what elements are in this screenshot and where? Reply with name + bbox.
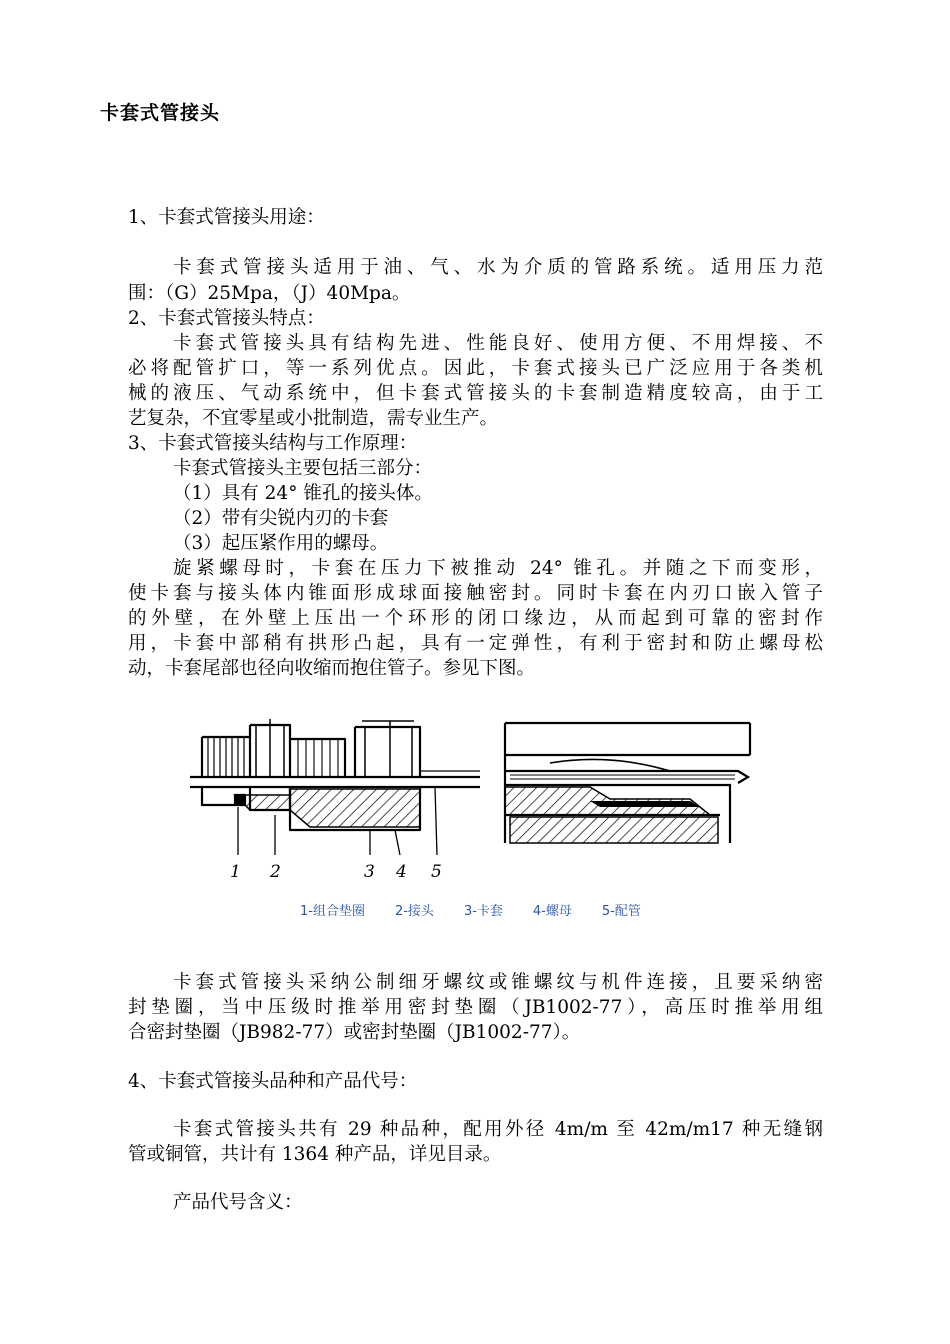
section-3-list-item: （1）具有 24° 锥孔的接头体。 (173, 483, 433, 504)
section-3-heading: 3、卡套式管接头结构与工作原理： (128, 433, 418, 454)
section-1-paragraph-line: 围：（G）25Mpa，（J）40Mpa。 (128, 283, 411, 304)
callout-number: 2 (270, 862, 281, 882)
fitting-cross-section-diagram (190, 715, 755, 930)
section-3-paragraph-line: 使卡套与接头体内锥面形成球面接触密封。同时卡套在内刃口嵌入管子 (128, 583, 823, 604)
section-1-heading: 1、卡套式管接头用途： (128, 207, 325, 228)
caption-item: 4-螺母 (532, 904, 572, 919)
callout-number: 4 (396, 862, 407, 882)
section-2-paragraph-line: 卡套式管接头具有结构先进、性能良好、使用方便、不用焊接、不 (173, 333, 823, 354)
caption-item: 5-配管 (601, 904, 641, 919)
callout-number: 3 (364, 862, 375, 882)
section-3-intro: 卡套式管接头主要包括三部分： (173, 458, 433, 479)
caption-item: 2-接头 (394, 904, 434, 919)
section-3-list-item: （2）带有尖锐内刃的卡套 (173, 508, 389, 529)
section-2-heading: 2、卡套式管接头特点： (128, 308, 325, 329)
caption-item: 3-卡套 (463, 904, 503, 919)
after-figure-paragraph-line: 封垫圈，当中压级时推举用密封垫圈（JB1002-77），高压时推举用组 (128, 997, 823, 1018)
section-3-paragraph-line: 旋紧螺母时，卡套在压力下被推动 24° 锥孔。并随之下而变形， (173, 558, 823, 579)
section-2-paragraph-line: 械的液压、气动系统中，但卡套式管接头的卡套制造精度较高，由于工 (128, 383, 823, 404)
section-3-paragraph-line: 用，卡套中部稍有拱形凸起，具有一定弹性，有利于密封和防止螺母松 (128, 633, 823, 654)
section-4-paragraph-line: 卡套式管接头共有 29 种品种，配用外径 4m/m 至 42m/m17 种无缝钢 (173, 1119, 823, 1140)
section-3-list-item: （3）起压紧作用的螺母。 (173, 533, 389, 554)
section-1-paragraph-line: 卡套式管接头适用于油、气、水为介质的管路系统。适用压力范 (173, 257, 823, 278)
caption-item: 1-组合垫圈 (300, 904, 365, 919)
product-code-heading: 产品代号含义： (173, 1192, 303, 1213)
section-2-paragraph-line: 艺复杂，不宜零星或小批制造，需专业生产。 (128, 408, 499, 429)
callout-number: 1 (230, 862, 241, 882)
section-4-heading: 4、卡套式管接头品种和产品代号： (128, 1071, 418, 1092)
section-2-paragraph-line: 必将配管扩口，等一系列优点。因此，卡套式接头已广泛应用于各类机 (128, 358, 823, 379)
figure-caption (300, 900, 671, 919)
section-3-paragraph-line: 的外壁，在外壁上压出一个环形的闭口缘边，从而起到可靠的密封作 (128, 608, 823, 629)
after-figure-paragraph-line: 合密封垫圈（JB982-77）或密封垫圈（JB1002-77）。 (128, 1022, 581, 1043)
callout-number: 5 (431, 862, 442, 882)
page-title: 卡套式管接头 (100, 102, 221, 124)
after-figure-paragraph-line: 卡套式管接头采纳公制细牙螺纹或锥螺纹与机件连接，且要采纳密 (173, 972, 823, 993)
section-3-paragraph-line: 动，卡套尾部也径向收缩而抱住管子。参见下图。 (128, 658, 536, 679)
section-4-paragraph-line: 管或铜管，共计有 1364 种产品，详见目录。 (128, 1144, 502, 1165)
